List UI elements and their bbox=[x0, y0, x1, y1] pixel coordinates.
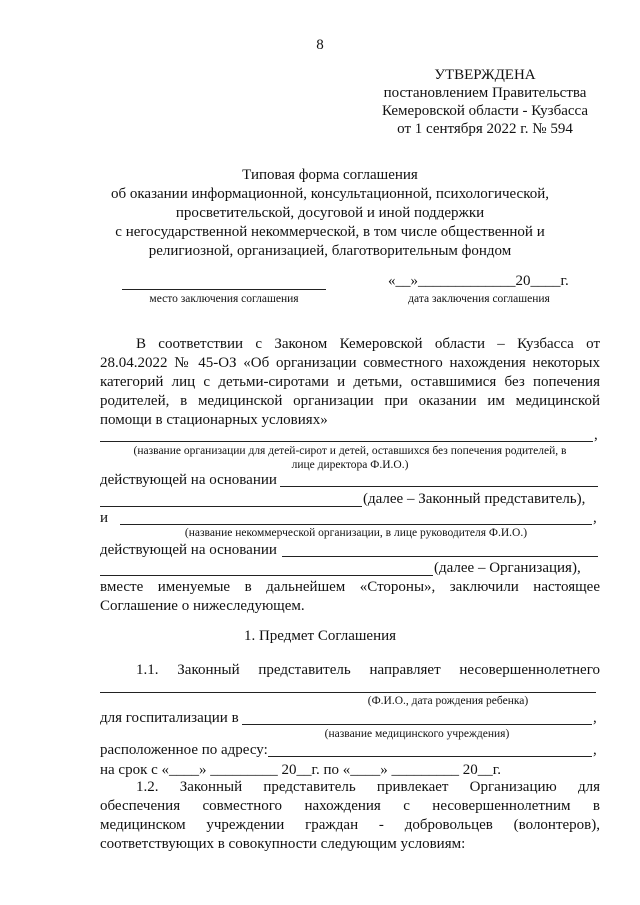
address-label: расположенное по адресу: bbox=[100, 742, 268, 758]
doc-title bbox=[95, 166, 565, 261]
and-label: и bbox=[100, 510, 109, 526]
term-line[interactable]: на срок с «____» _________ 20__г. по «____» _________ 20__г. bbox=[100, 762, 501, 778]
section-heading: 1. Предмет Соглашения bbox=[243, 628, 397, 644]
basis-continue-line[interactable] bbox=[100, 575, 433, 576]
approval-title: УТВЕРЖДЕНА bbox=[434, 67, 536, 83]
clause-line: обеспечения совместного нахождения с несовершеннолетним в bbox=[100, 798, 600, 814]
child-name-blank-line[interactable] bbox=[100, 692, 596, 693]
caption-line: лице директора Ф.И.О.) bbox=[291, 459, 409, 471]
basis-continue-line[interactable] bbox=[100, 506, 362, 507]
acting-label: действующей на основании bbox=[100, 472, 277, 488]
title-line: с негосударственной некоммерческой, в том числе общественной и bbox=[115, 224, 545, 240]
date-caption: дата заключения соглашения bbox=[408, 293, 550, 305]
page-number: 8 bbox=[316, 37, 324, 53]
org-name-blank-line[interactable] bbox=[100, 441, 593, 442]
approval-line: от 1 сентября 2022 г. № 594 bbox=[397, 121, 573, 137]
parties-line: вместе именуемые в дальнейшем «Стороны», заключили настоящее bbox=[100, 579, 600, 595]
organization-label: (далее – Организация), bbox=[434, 560, 581, 576]
comma: , bbox=[593, 742, 597, 758]
address-blank-line[interactable] bbox=[268, 756, 592, 757]
intro-line: В соответствии с Законом Кемеровской области – Кузбасса от bbox=[136, 336, 600, 352]
acting-label: действующей на основании bbox=[100, 542, 277, 558]
nko-name-blank-line[interactable] bbox=[120, 524, 592, 525]
org-caption bbox=[100, 444, 600, 472]
intro-line: родителей, в медицинской организации при оказании им медицинской bbox=[100, 393, 600, 409]
approval-line: постановлением Правительства bbox=[383, 85, 587, 101]
intro-paragraph bbox=[100, 335, 600, 411]
legal-rep-label: (далее – Законный представитель), bbox=[363, 491, 586, 507]
parties-paragraph bbox=[100, 578, 600, 597]
med-org-blank-line[interactable] bbox=[242, 724, 592, 725]
intro-line: категорий лиц с детьми-сиротами и детьми, оставшимися без попечения bbox=[100, 374, 600, 390]
title-line: просветительской, досуговой и иной поддержки bbox=[175, 205, 485, 221]
title-line: об оказании информационной, консультационной, психологической, bbox=[110, 186, 550, 202]
caption-line: (название организации для детей-сирот и детей, оставшихся без попечения родителей, в bbox=[133, 445, 567, 457]
place-caption: место заключения соглашения bbox=[149, 293, 299, 305]
med-caption: (название медицинского учреждения) bbox=[324, 728, 510, 740]
basis-blank-line[interactable] bbox=[280, 486, 598, 487]
clause-line: медицинском учреждении граждан - добровольцев (волонтеров), bbox=[100, 817, 600, 833]
child-caption: (Ф.И.О., дата рождения ребенка) bbox=[367, 695, 529, 707]
clause-line: соответствующих в совокупности следующим условиям: bbox=[100, 836, 466, 852]
clause-line: 1.1. Законный представитель направляет несовершеннолетнего bbox=[136, 662, 600, 678]
comma: , bbox=[594, 427, 598, 443]
date-blank[interactable]: «__»_____________20____г. bbox=[388, 273, 569, 289]
approval-block bbox=[380, 66, 590, 138]
intro-line: помощи в стационарных условиях» bbox=[100, 412, 328, 428]
parties-line: Соглашение о нижеследующем. bbox=[100, 598, 305, 614]
basis-blank-line[interactable] bbox=[282, 556, 598, 557]
nko-caption: (название некоммерческой организации, в лице руководителя Ф.И.О.) bbox=[184, 527, 528, 539]
comma: , bbox=[593, 710, 597, 726]
clause-line: 1.2. Законный представитель привлекает Организацию для bbox=[136, 779, 600, 795]
hosp-label: для госпитализации в bbox=[100, 710, 239, 726]
clause-1-1 bbox=[100, 661, 600, 680]
title-line: Типовая форма соглашения bbox=[242, 167, 418, 183]
approval-line: Кемеровской области - Кузбасса bbox=[381, 103, 589, 119]
place-blank-line[interactable] bbox=[122, 289, 326, 290]
title-line: религиозной, организацией, благотворительным фондом bbox=[148, 243, 512, 259]
intro-line: 28.04.2022 № 45-ОЗ «Об организации совместного нахождения некоторых bbox=[100, 355, 600, 371]
comma: , bbox=[593, 510, 597, 526]
clause-1-2 bbox=[100, 778, 600, 835]
